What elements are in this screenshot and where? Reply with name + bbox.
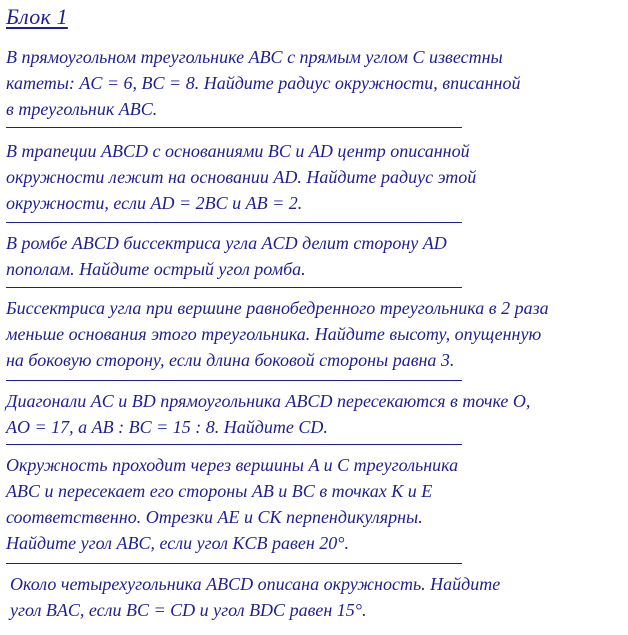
task-7 [10,571,500,623]
task-5 [6,388,530,440]
divider-1 [6,127,462,128]
task-3 [6,230,447,282]
task-3-line-1: В ромбе ABCD биссектриса угла ACD делит сторону AD [6,233,447,253]
task-4-line-1: Биссектриса угла при вершине равнобедренного треугольника в 2 раза [6,298,549,318]
task-4-line-2: меньше основания этого треугольника. Найдите высоту, опущенную [6,324,542,344]
task-5-line-2: AO = 17, а AB : BC = 15 : 8. Найдите CD. [6,417,328,437]
task-4 [6,295,549,373]
task-1-line-1: В прямоугольном треугольнике ABC с прямым углом C известны [6,47,503,67]
task-7-line-2: угол BAC, если BC = CD и угол BDC равен 15°. [10,600,367,620]
task-2-line-3: окружности, если AD = 2BC и AB = 2. [6,193,303,213]
task-2-line-2: окружности лежит на основании AD. Найдите радиус этой [6,167,477,187]
divider-3 [6,287,462,288]
task-5-line-1: Диагонали AC и BD прямоугольника ABCD пересекаются в точке O, [6,391,531,411]
task-3-line-2: пополам. Найдите острый угол ромба. [6,259,306,279]
divider-2 [6,222,462,223]
task-4-line-3: на боковую сторону, если длина боковой стороны равна 3. [6,350,455,370]
task-6-line-3: соответственно. Отрезки AE и CK перпендикулярны. [6,507,423,527]
divider-6 [6,563,462,564]
task-1-line-3: в треугольник ABC. [6,99,158,119]
task-6-line-2: ABC и пересекает его стороны AB и BC в точках K и E [6,481,433,501]
divider-5 [6,444,462,445]
task-6-line-4: Найдите угол ABC, если угол KCB равен 20°. [6,533,349,553]
task-1 [6,44,520,122]
task-2 [6,138,476,216]
block-title: Блок 1 [6,4,68,29]
divider-4 [6,380,462,381]
task-6 [6,452,458,556]
task-1-line-2: катеты: AC = 6, BC = 8. Найдите радиус окружности, вписанной [6,73,521,93]
task-7-line-1: Около четырехугольника ABCD описана окружность. Найдите [10,574,501,594]
task-2-line-1: В трапеции ABCD с основаниями BC и AD центр описанной [6,141,470,161]
task-6-line-1: Окружность проходит через вершины A и C треугольника [6,455,459,475]
